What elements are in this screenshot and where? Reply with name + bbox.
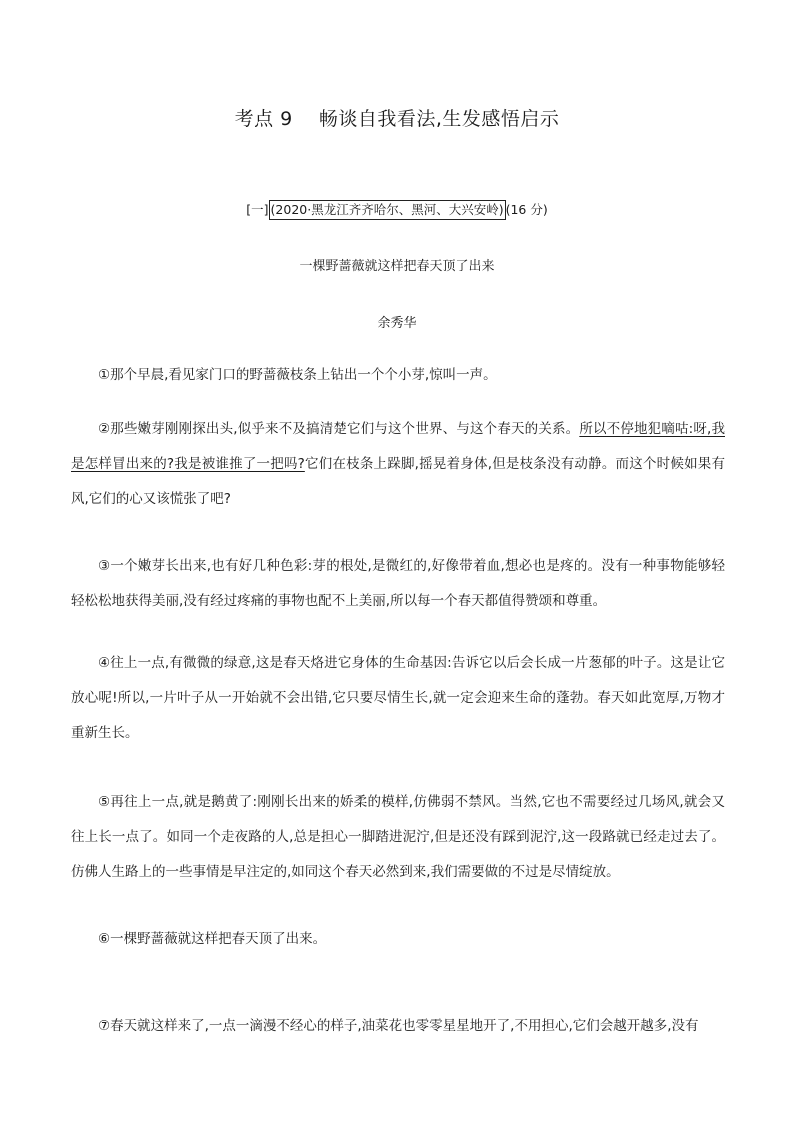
question-number: [一] xyxy=(246,202,269,217)
article-title: 一棵野蔷薇就这样把春天顶了出来 xyxy=(299,259,495,274)
paragraph-6: ⑥一棵野蔷薇就这样把春天顶了出来。 xyxy=(98,931,327,947)
article-author: 余秀华 xyxy=(377,316,417,331)
page-title: 考点 9 畅谈自我看法,生发感悟启示 xyxy=(234,108,560,130)
paragraph-3: ③一个嫩芽长出来,也有好几种色彩:芽的根处,是微红的,好像带着血,想必也是疼的。没有一种事物能够轻轻松松地获得美丽,没有经过疼痛的事物也配不上美丽,所以每一个春天都值得赞颂和尊重。 xyxy=(71,558,725,609)
question-score: (16 分) xyxy=(505,202,548,217)
paragraph-5: ⑤再往上一点,就是鹅黄了:刚刚长出来的娇柔的模样,仿佛弱不禁风。当然,它也不需要经过几场风,就会又往上长一点了。如同一个走夜路的人,总是担心一脚踏进泥泞,但是还没有踩到泥泞,这一段路就已经走过去了。仿佛人生路上的一些事情是早注定的,如同这个春天必然到来,我们需要做的不过是尽情绽放。 xyxy=(71,794,725,880)
source-box: (2020·黑龙江齐齐哈尔、黑河、大兴安岭) xyxy=(269,200,506,220)
question-source xyxy=(0,200,794,220)
paragraph-4: ④往上一点,有微微的绿意,这是春天烙进它身体的生命基因:告诉它以后会长成一片葱郁的叶子。这是让它放心呢!所以,一片叶子从一开始就不会出错,它只要尽情生长,就一定会迎来生命的蓬勃。春天如此宽厚,万物才重新生长。 xyxy=(71,655,725,741)
paragraph-7: ⑦春天就这样来了,一点一滴漫不经心的样子,油菜花也零零星星地开了,不用担心,它们会越开越多,没有 xyxy=(98,1018,699,1034)
paragraph-1: ①那个早晨,看见家门口的野蔷薇枝条上钻出一个个小芽,惊叫一声。 xyxy=(98,367,497,383)
paragraph-2: ②那些嫩芽刚刚探出头,似乎来不及搞清楚它们与这个世界、与这个春天的关系。所以不停地犯嘀咕:呀,我是怎样冒出来的?我是被谁推了一把吗?它们在枝条上跺脚,摇晃着身体,但是枝条没有动静。而这个时候如果有风,它们的心又该慌张了吧? xyxy=(71,421,725,507)
underlined-sentence: 所以不停地犯嘀咕:呀,我是怎样冒出来的?我是被谁推了一把吗? xyxy=(71,421,725,472)
